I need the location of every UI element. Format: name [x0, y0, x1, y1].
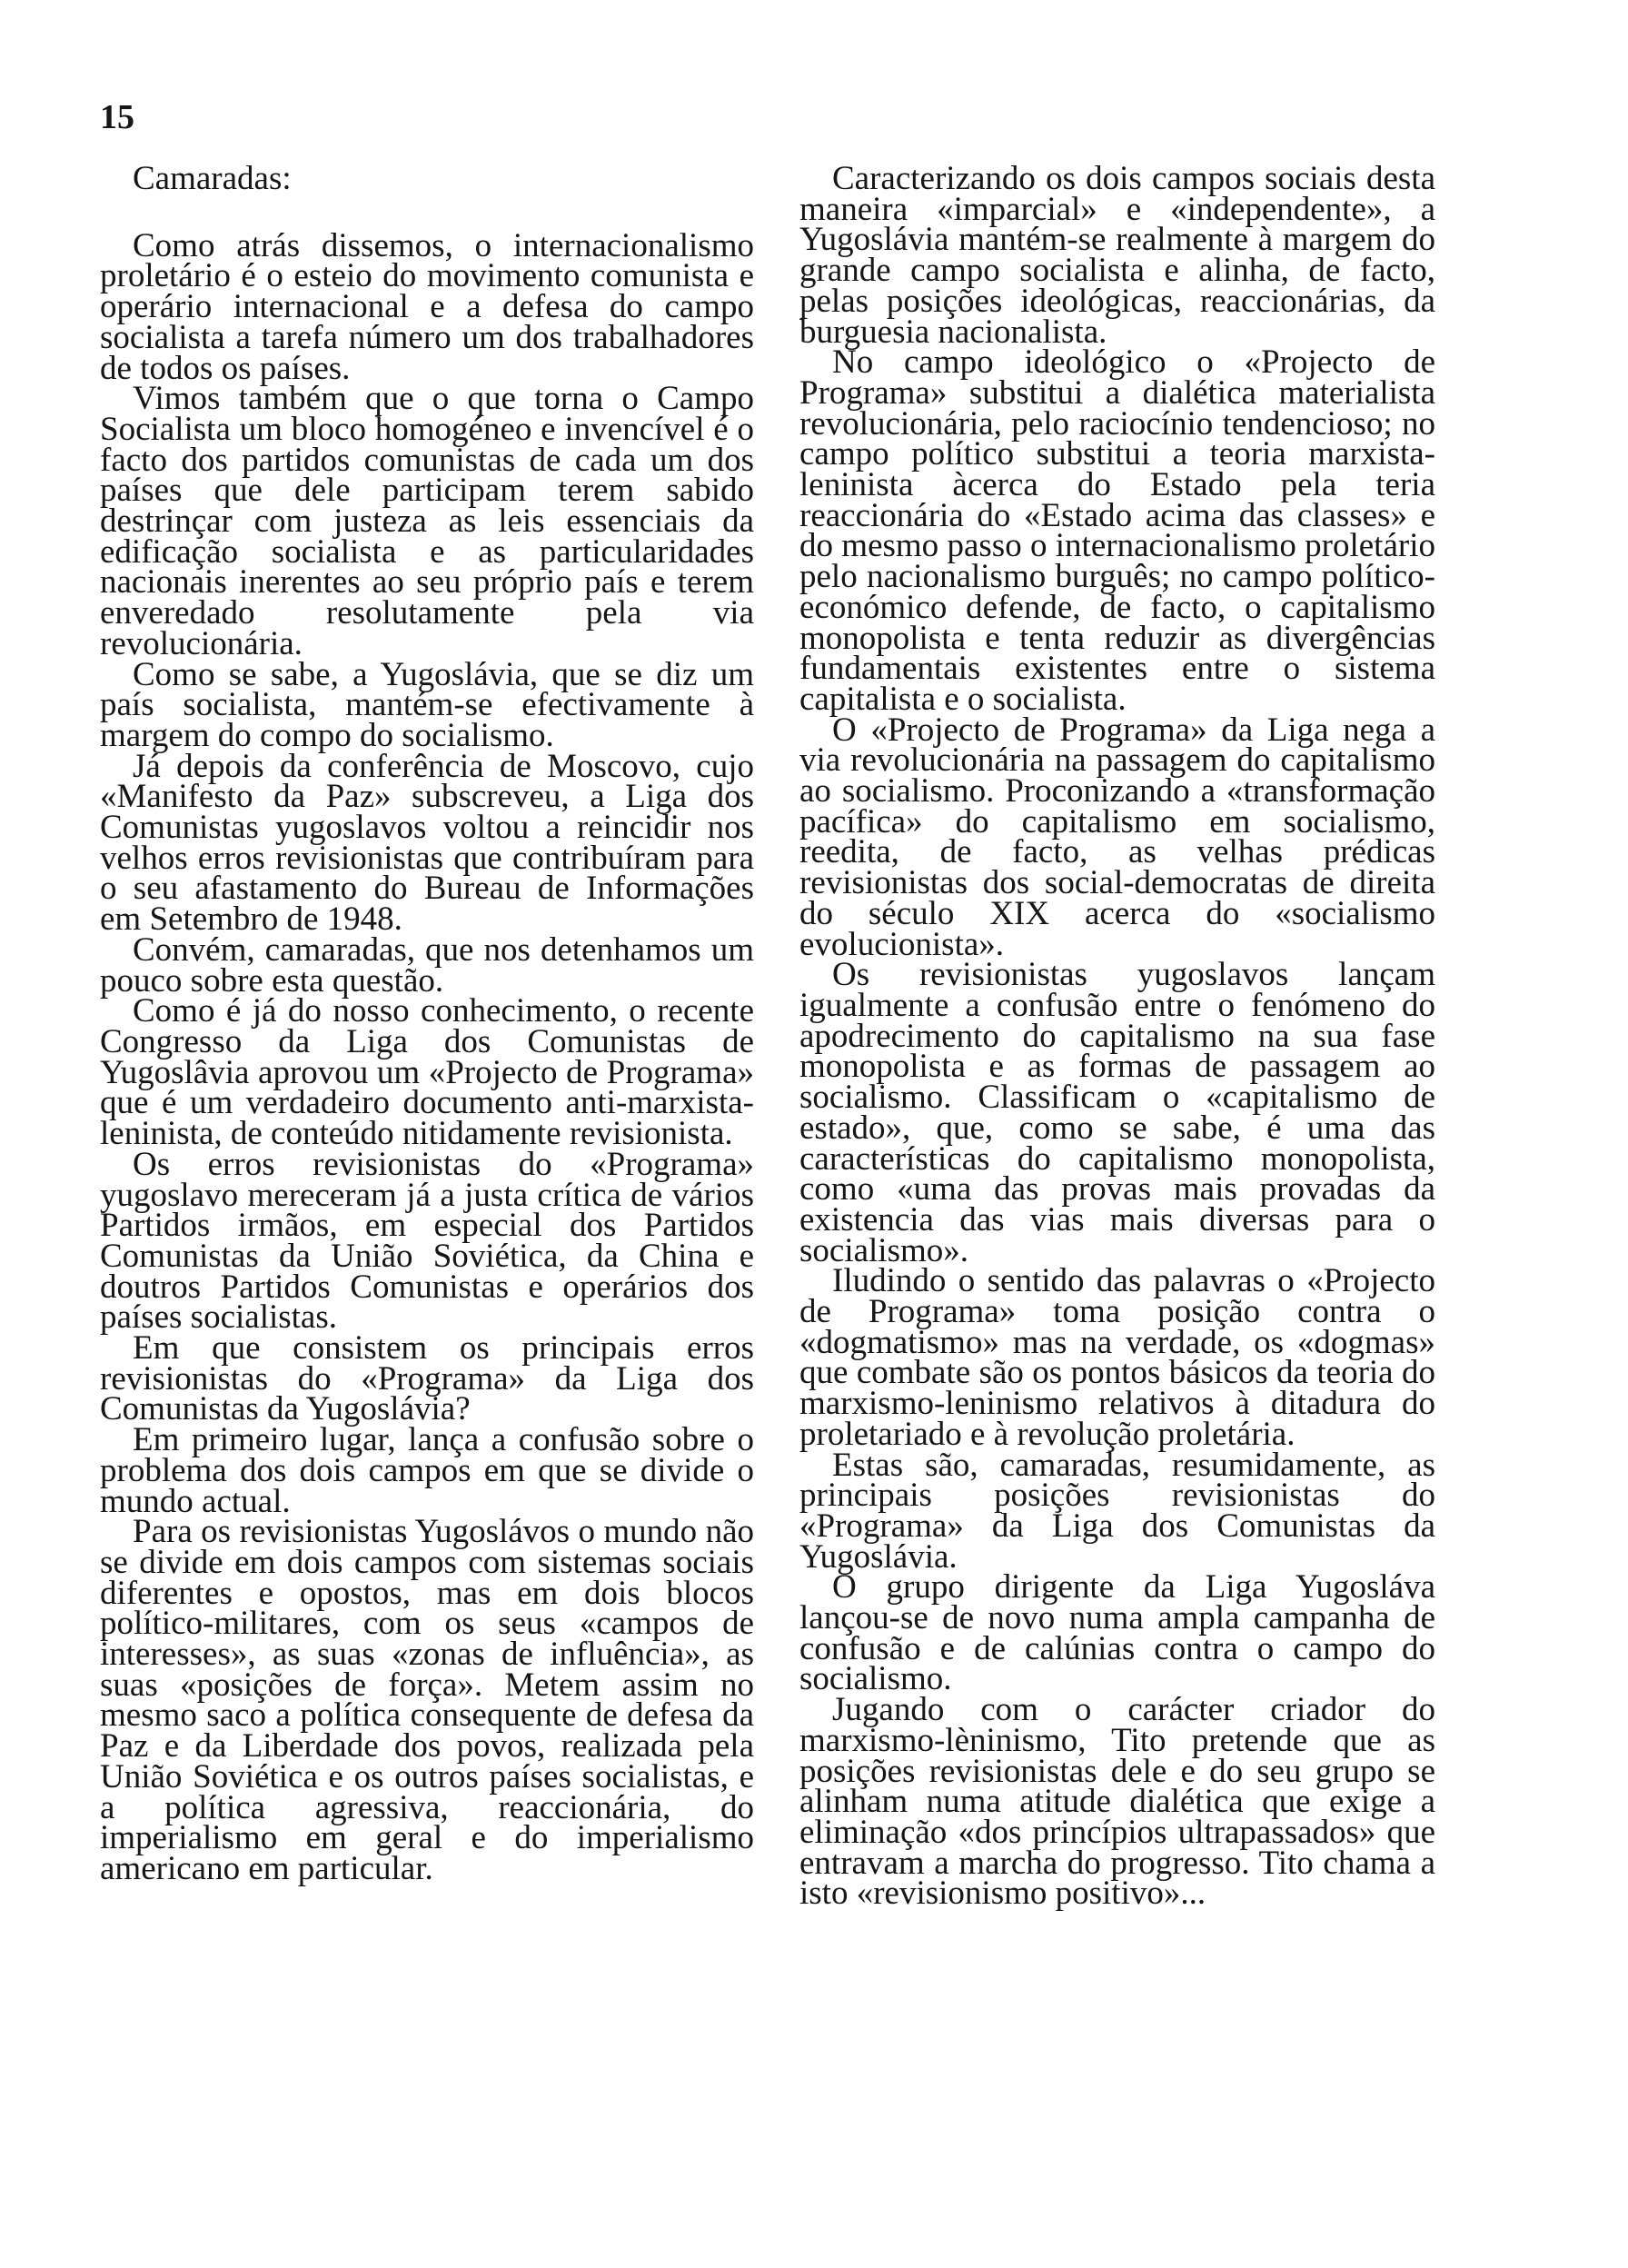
- salutation: Camaradas:: [133, 160, 292, 197]
- paragraph: Jugando com o carácter criador do marxismo-lèninismo, Tito pretende que as posições revisionistas dele e do seu grupo se alinham numa atitude dialética que exige a eliminação «dos princípios ultrapassados» que entravam a marcha do progresso. Tito chama a isto «revisionismo positivo»...: [799, 1691, 1435, 1913]
- paragraph: Como atrás dissemos, o internacionalismo proletário é o esteio do movimento comunista e operário internacional e a defesa do campo socialista a tarefa número um dos trabalhadores de todos os países.: [100, 226, 754, 387]
- left-column: [100, 160, 754, 1887]
- paragraph: No campo ideológico o «Projecto de Programa» substitui a dialética materialista revolucionária, pelo raciocínio tendencioso; no campo político substitui a teoria marxista-leninista àcerca do Estado pela teria reaccionária do «Estado acima das classes» e do mesmo passo o internacionalismo proletário pelo nacionalismo burguês; no campo político-económico defende, de facto, o capitalismo monopolista e tenta reduzir as divergências fundamentais existentes entre o sistema capitalista e o socialista.: [799, 343, 1435, 718]
- paragraph: Estas são, camaradas, resumidamente, as principais posições revisionistas do «Programa» da Liga dos Comunistas da Yugoslávia.: [799, 1446, 1435, 1576]
- paragraph: O grupo dirigente da Liga Yugosláva lançou-se de novo numa ampla campanha de confusão e de calúnias contra o campo do socialismo.: [799, 1568, 1435, 1698]
- paragraph: Em primeiro lugar, lança a confusão sobre o problema dos dois campos em que se divide o mundo actual.: [100, 1421, 754, 1520]
- paragraph: Convém, camaradas, que nos detenhamos um pouco sobre esta questão.: [100, 930, 754, 1000]
- page-number: 15: [100, 98, 134, 136]
- paragraph: Como é já do nosso conhecimento, o recente Congresso da Liga dos Comunistas de Yugoslâvia aprovou um «Projecto de Programa» que é um verdadeiro documento anti-marxista-leninista, de conteúdo nitidamente revisionista.: [100, 992, 754, 1153]
- paragraph: O «Projecto de Programa» da Liga nega a via revolucionária na passagem do capitalismo ao socialismo. Proconizando a «transformação pacífica» do capitalismo em socialismo, reedita, de facto, as velhas prédicas revisionistas dos social-democratas de direita do século XIX acerca do «socialismo evolucionista».: [799, 711, 1435, 963]
- right-column: [799, 160, 1435, 1913]
- paragraph: Já depois da conferência de Moscovo, cujo «Manifesto da Paz» subscreveu, a Liga dos Comunistas yugoslavos voltou a reincidir nos velhos erros revisionistas que contribuíram para o seu afastamento do Bureau de Informações em Setembro de 1948.: [100, 747, 754, 939]
- paragraph: Vimos também que o que torna o Campo Socialista um bloco homogéneo e invencível é o facto dos partidos comunistas de cada um dos países que dele participam terem sabido destrinçar com justeza as leis essenciais da edificação socialista e as particularidades nacionais inerentes ao seu próprio país e terem enveredado resolutamente pela via revolucionária.: [100, 380, 754, 662]
- paragraph: Iludindo o sentido das palavras o «Projecto de Programa» toma posição contra o «dogmatismo» mas na verdade, os «dogmas» que combate são os pontos básicos da teoria do marxismo-leninismo relativos à ditadura do proletariado e à revolução proletária.: [799, 1262, 1435, 1453]
- paragraph: Os revisionistas yugoslavos lançam igualmente a confusão entre o fenómeno do apodrecimento do capitalismo na sua fase monopolista e as formas de passagem ao socialismo. Classificam o «capitalismo de estado», que, como se sabe, é uma das características do capitalismo monopolista, como «uma das provas mais provadas da existencia das vias mais diversas para o socialismo».: [799, 956, 1435, 1269]
- paragraph: Os erros revisionistas do «Programa» yugoslavo mereceram já a justa crítica de vários Partidos irmãos, em especial dos Partidos Comunistas da União Soviética, da China e doutros Partidos Comunistas e operários dos países socialistas.: [100, 1145, 754, 1337]
- paragraph: Em que consistem os principais erros revisionistas do «Programa» da Liga dos Comunistas da Yugoslávia?: [100, 1329, 754, 1428]
- paragraph: Para os revisionistas Yugoslávos o mundo não se divide em dois campos com sistemas sociais diferentes e opostos, mas em dois blocos político-militares, com os seus «campos de interesses», as suas «zonas de influência», as suas «posições de força». Metem assim no mesmo saco a política consequente de defesa da Paz e da Liberdade dos povos, realizada pela União Soviética e os outros países socialistas, e a política agressiva, reaccionária, do imperialismo em geral e do imperialismo americano em particular.: [100, 1513, 754, 1887]
- paragraph: Caracterizando os dois campos sociais desta maneira «imparcial» e «independente», a Yugoslávia mantém-se realmente à margem do grande campo socialista e alinha, de facto, pelas posições ideológicas, reaccionárias, da burguesia nacionalista.: [799, 160, 1435, 351]
- paragraph: Como se sabe, a Yugoslávia, que se diz um país socialista, mantém-se efectivamente à margem do compo do socialismo.: [100, 655, 754, 754]
